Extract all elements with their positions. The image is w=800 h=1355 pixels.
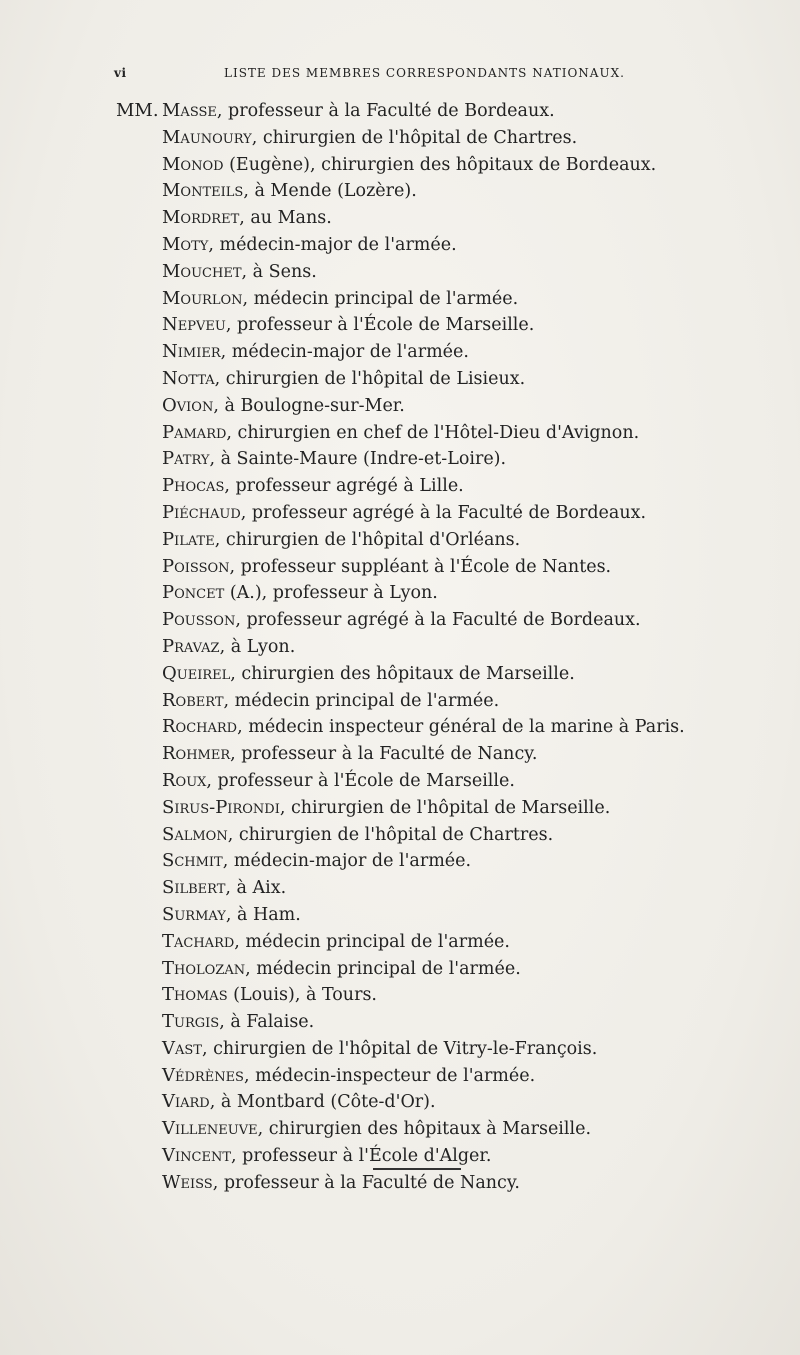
member-description: , médecin-major de l'armée. (220, 342, 469, 363)
honorific-prefix: MM. (116, 100, 159, 121)
member-name: Robert (162, 689, 224, 711)
member-description: , professeur suppléant à l'École de Nantes. (229, 556, 612, 577)
member-description: , professeur à la Faculté de Nancy. (212, 1172, 520, 1193)
member-description: , professeur à l'École de Marseille. (206, 770, 515, 791)
member-description: , à Ham. (225, 904, 301, 925)
member-entry (162, 956, 782, 983)
member-entry (162, 473, 782, 500)
member-name: Maunoury (162, 126, 252, 148)
member-description: , chirurgien de l'hôpital de Marseille. (279, 797, 611, 818)
member-entry (162, 1063, 782, 1090)
member-description: , professeur à l'École d'Alger. (231, 1146, 492, 1167)
member-description: , professeur à la Faculté de Nancy. (230, 744, 538, 765)
page-header (114, 66, 644, 86)
member-entry (162, 929, 782, 956)
member-entry (162, 152, 782, 179)
member-entry (162, 1089, 782, 1116)
member-entry (162, 741, 782, 768)
member-description: , à Sainte-Maure (Indre-et-Loire). (209, 449, 507, 470)
member-entry (162, 420, 782, 447)
member-name: Nimier (162, 341, 221, 363)
member-description: , médecin principal de l'armée. (223, 690, 500, 711)
member-description: , à Mende (Lozère). (243, 181, 417, 202)
member-entry (162, 1116, 782, 1143)
running-title: LISTE DES MEMBRES CORRESPONDANTS NATIONAUX. (224, 66, 625, 80)
member-name: Tachard (162, 930, 235, 952)
member-entry (162, 312, 782, 339)
member-entry (162, 714, 782, 741)
member-description: , chirurgien des hôpitaux à Marseille. (257, 1119, 592, 1140)
member-description: , médecin principal de l'armée. (234, 931, 510, 952)
member-name: Monteils (162, 180, 244, 202)
member-description: , chirurgien de l'hôpital d'Orléans. (214, 529, 521, 550)
member-name: Mourlon (162, 287, 243, 309)
member-entry (162, 822, 782, 849)
member-name: Tholozan (162, 957, 246, 979)
member-name: Pravaz (162, 635, 220, 657)
member-name: Salmon (162, 823, 228, 845)
member-description: (A.), professeur à Lyon. (224, 583, 438, 604)
member-description: , chirurgien de l'hôpital de Chartres. (251, 127, 578, 148)
member-entry (162, 768, 782, 795)
member-name: Pamard (162, 421, 227, 443)
member-entry (162, 366, 782, 393)
member-entry (162, 500, 782, 527)
member-name: Villeneuve (162, 1118, 258, 1140)
member-name: Mouchet (162, 260, 242, 282)
member-entry (162, 607, 782, 634)
member-entry (162, 232, 782, 259)
member-description: , à Montbard (Côte-d'Or). (209, 1092, 436, 1113)
member-name: Pilate (162, 528, 215, 550)
member-entry (162, 902, 782, 929)
member-name: Weiss (162, 1171, 213, 1193)
member-entry (162, 446, 782, 473)
member-name: Turgis (162, 1011, 220, 1033)
member-description: , professeur agrégé à la Faculté de Bordeaux. (235, 610, 641, 631)
member-description: , médecin principal de l'armée. (242, 288, 519, 309)
member-description: , à Aix. (225, 878, 287, 899)
member-entry (162, 339, 782, 366)
member-name: Surmay (162, 903, 226, 925)
member-entry (162, 393, 782, 420)
member-description: , au Mans. (239, 208, 332, 229)
member-entry (162, 259, 782, 286)
member-entry (162, 875, 782, 902)
member-name: Phocas (162, 475, 225, 497)
member-entry (162, 848, 782, 875)
member-description: , professeur à la Faculté de Bordeaux. (216, 101, 555, 121)
member-description: , médecin-inspecteur de l'armée. (243, 1065, 536, 1086)
member-description: , professeur agrégé à la Faculté de Bordeaux. (240, 502, 647, 523)
member-name: Silbert (162, 877, 226, 899)
member-name: Védrènes (162, 1064, 244, 1086)
member-name: Ovion (162, 394, 214, 416)
member-name: Thomas (162, 984, 228, 1006)
member-entry (162, 286, 782, 313)
member-name: Poisson (162, 555, 230, 577)
member-name: Schmit (162, 850, 223, 872)
member-name: Queirel (162, 662, 231, 684)
member-list (162, 98, 782, 1197)
page-number: vi (114, 66, 127, 80)
member-description: , à Sens. (241, 261, 317, 282)
member-entry (162, 125, 782, 152)
member-entry (162, 98, 782, 125)
member-description: , médecin inspecteur général de la marine à Paris. (237, 717, 685, 738)
member-name: Sirus-Pirondi (162, 796, 280, 818)
member-description: , médecin-major de l'armée. (208, 234, 457, 255)
member-entry (162, 1170, 782, 1197)
member-entry (162, 661, 782, 688)
member-description: , chirurgien de l'hôpital de Vitry-le-François. (201, 1038, 598, 1059)
member-description: , à Boulogne-sur-Mer. (213, 395, 405, 416)
member-name: Moty (162, 233, 209, 255)
member-name: Piéchaud (162, 501, 241, 523)
member-description: , médecin principal de l'armée. (245, 958, 521, 979)
member-name: Mordret (162, 207, 240, 229)
member-description: , chirurgien de l'hôpital de Chartres. (227, 824, 554, 845)
member-entry (162, 527, 782, 554)
member-description: , à Lyon. (219, 636, 296, 657)
member-name: Patry (162, 448, 210, 470)
member-name: Monod (162, 153, 224, 175)
member-description: (Eugène), chirurgien des hôpitaux de Bordeaux. (223, 154, 657, 175)
member-name: Poncet (162, 582, 225, 604)
member-name: Viard (162, 1091, 210, 1113)
member-entry (162, 1143, 782, 1170)
member-name: Vincent (162, 1145, 231, 1167)
member-entry (162, 634, 782, 661)
member-entry (162, 688, 782, 715)
member-description: , professeur à l'École de Marseille. (225, 315, 535, 336)
member-description: , professeur agrégé à Lille. (224, 476, 464, 497)
member-entry (162, 982, 782, 1009)
member-description: , chirurgien des hôpitaux de Marseille. (230, 663, 575, 684)
member-description: , à Falaise. (219, 1012, 315, 1033)
member-description: , chirurgien de l'hôpital de Lisieux. (214, 368, 526, 389)
member-entry (162, 580, 782, 607)
member-description: (Louis), à Tours. (227, 985, 377, 1006)
member-entry (162, 178, 782, 205)
member-entry (162, 205, 782, 232)
member-name: Pousson (162, 609, 236, 631)
member-entry (162, 795, 782, 822)
member-entry (162, 554, 782, 581)
member-name: Nepveu (162, 314, 226, 336)
member-name: Rochard (162, 716, 238, 738)
member-entry (162, 1036, 782, 1063)
member-description: , médecin-major de l'armée. (222, 851, 472, 872)
member-description: , chirurgien en chef de l'Hôtel-Dieu d'Avignon. (226, 422, 640, 443)
member-name: Notta (162, 367, 215, 389)
member-name: Vast (162, 1037, 202, 1059)
member-entry (162, 1009, 782, 1036)
member-name: Roux (162, 769, 207, 791)
member-name: Masse (162, 100, 217, 121)
member-name: Rohmer (162, 743, 231, 765)
closing-rule (373, 1168, 461, 1170)
